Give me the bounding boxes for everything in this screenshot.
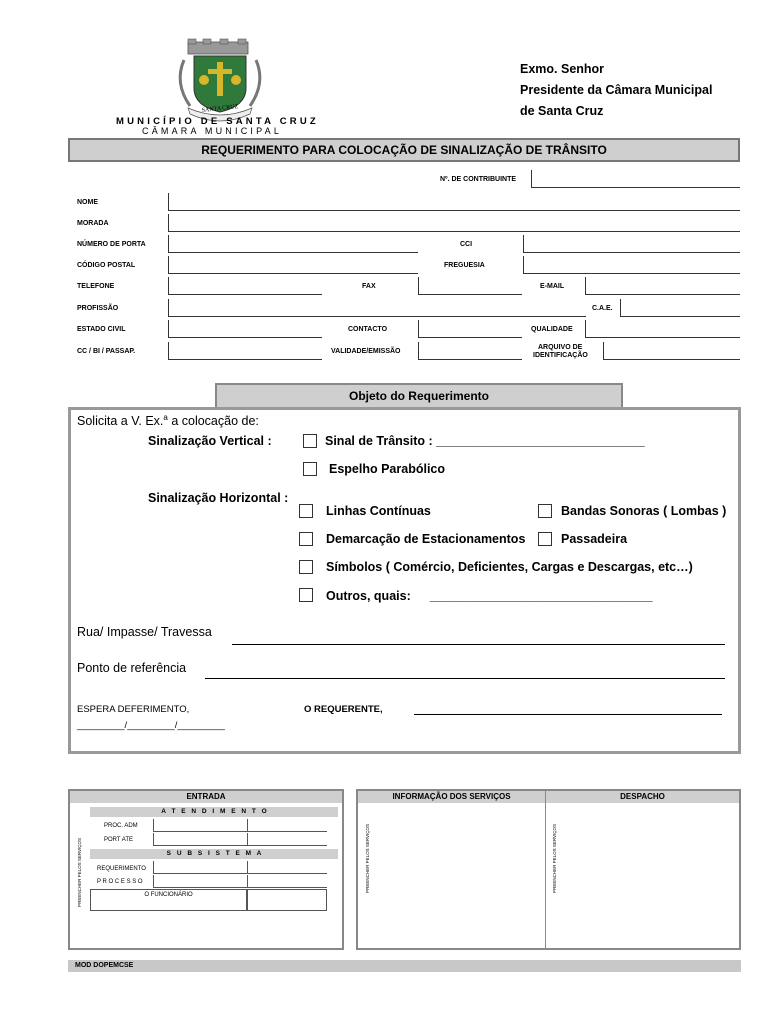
solicita-sup: a (163, 413, 168, 422)
passadeira-label: Passadeira (561, 532, 628, 546)
rua-input-line[interactable] (232, 644, 725, 645)
checkbox-bandas[interactable] (538, 504, 552, 518)
label-cc-bi: CC / BI / PASSAP. (77, 348, 136, 355)
processo-label: P R O C E S S O (97, 879, 143, 885)
ponto-input-line[interactable] (205, 678, 725, 679)
proc-adm-cell-2[interactable] (247, 819, 327, 832)
input-estado-civil[interactable] (168, 320, 322, 338)
label-nome: NOME (77, 199, 98, 206)
label-telefone: TELEFONE (77, 283, 115, 290)
label-codigo-postal: CÓDIGO POSTAL (77, 262, 136, 269)
label-arquivo-2: IDENTIFICAÇÃO (533, 352, 588, 359)
objeto-title: Objeto do Requerimento (348, 389, 489, 403)
label-fax: FAX (362, 283, 376, 290)
checkbox-passadeira[interactable] (538, 532, 552, 546)
input-cc-bi[interactable] (168, 342, 322, 360)
addressee-line-1: Exmo. Senhor (520, 62, 605, 76)
requerimento-cell-2[interactable] (247, 861, 327, 874)
solicita-text (77, 413, 259, 428)
chamber-name: CÂMARA MUNICIPAL (142, 126, 283, 136)
label-contacto: CONTACTO (348, 326, 388, 333)
input-contacto[interactable] (418, 320, 522, 338)
input-fax[interactable] (418, 277, 522, 295)
input-morada[interactable] (168, 214, 740, 232)
label-validade: VALIDADE/EMISSÃO (331, 348, 401, 355)
linhas-label: Linhas Contínuas (326, 504, 431, 518)
servicos-divider (545, 791, 546, 948)
addressee-line-3: de Santa Cruz (520, 104, 604, 118)
input-nome[interactable] (168, 193, 740, 211)
input-validade[interactable] (418, 342, 522, 360)
checkbox-outros[interactable] (299, 588, 313, 602)
label-email: E-MAIL (540, 283, 565, 290)
sinal-transito-label: Sinal de Trânsito : ______________________________ (325, 434, 645, 448)
despacho-title: DESPACHO (620, 792, 665, 801)
label-profissao: PROFISSÃO (77, 305, 119, 312)
subsistema-title: S U B S I S T E M A (166, 850, 262, 857)
mod-band (68, 960, 741, 972)
proc-adm-cell-1[interactable] (153, 819, 247, 832)
form-title: REQUERIMENTO PARA COLOCAÇÃO DE SINALIZAÇÃO DE TRÂNSITO (201, 143, 607, 157)
solicita-pre: Solicita a V. Ex. (77, 414, 164, 429)
date-line: _________/_________/_________ (77, 720, 225, 731)
porteiro-cell-1[interactable] (153, 833, 247, 846)
funcionario-sign-cell[interactable] (247, 889, 327, 911)
checkbox-demarcacao[interactable] (299, 532, 313, 546)
input-cae[interactable] (620, 299, 740, 317)
simbolos-label: Símbolos ( Comércio, Deficientes, Cargas e Descargas, etc…) (326, 560, 693, 574)
input-codigo-postal[interactable] (168, 256, 418, 274)
entrada-title: ENTRADA (186, 792, 226, 801)
processo-cell-2[interactable] (247, 875, 327, 888)
input-email[interactable] (585, 277, 740, 295)
input-telefone[interactable] (168, 277, 322, 295)
input-contribuinte[interactable] (531, 170, 740, 188)
funcionario-label: O FUNCIONÁRIO (144, 892, 193, 898)
servicos-box (356, 789, 741, 950)
input-numero-porta[interactable] (168, 235, 418, 253)
crest-ribbon-text: SANTA CRUZ (201, 104, 239, 114)
informacao-title: INFORMAÇÃO DOS SERVIÇOS (392, 792, 511, 801)
porteiro-cell-2[interactable] (247, 833, 327, 846)
checkbox-simbolos[interactable] (299, 560, 313, 574)
label-numero-porta: NÚMERO DE PORTA (77, 241, 146, 248)
checkbox-sinal-transito[interactable] (303, 434, 317, 448)
input-cci[interactable] (523, 235, 740, 253)
input-arquivo[interactable] (603, 342, 740, 360)
atendimento-title: A T E N D I M E N T O (161, 808, 267, 815)
requerente-signature-line[interactable] (414, 714, 722, 715)
informacao-preencher: PREENCHER PELOS SERVIÇOS (365, 824, 370, 893)
outros-label: Outros, quais: (326, 589, 411, 603)
input-profissao[interactable] (168, 299, 586, 317)
label-freguesia: FREGUESIA (444, 262, 485, 269)
objeto-frame (68, 407, 741, 754)
despacho-preencher: PREENCHER PELOS SERVIÇOS (552, 824, 557, 893)
ponto-label: Ponto de referência (77, 661, 187, 675)
proc-adm-label: PROC. ADM (104, 823, 138, 829)
requerimento-label: REQUERIMENTO (97, 866, 146, 872)
addressee-line-2: Presidente da Câmara Municipal (520, 83, 713, 97)
label-morada: MORADA (77, 220, 109, 227)
input-qualidade[interactable] (585, 320, 740, 338)
requerente-label: O REQUERENTE, (304, 704, 383, 715)
checkbox-linhas[interactable] (299, 504, 313, 518)
label-cae: C.A.E. (592, 305, 613, 312)
solicita-post: a colocação de: (167, 414, 259, 429)
label-arquivo-1: ARQUIVO DE (538, 344, 583, 351)
horizontal-label: Sinalização Horizontal : (148, 491, 289, 505)
label-cci: CCI (460, 241, 473, 248)
label-qualidade: QUALIDADE (531, 326, 573, 333)
demarcacao-label: Demarcação de Estacionamentos (326, 532, 526, 546)
label-estado-civil: ESTADO CIVIL (77, 326, 126, 333)
requerimento-cell-1[interactable] (153, 861, 247, 874)
espera-label: ESPERA DEFERIMENTO, (77, 704, 190, 715)
processo-cell-1[interactable] (153, 875, 247, 888)
entrada-preencher: PREENCHER PELOS SERVIÇOS (77, 838, 82, 907)
checkbox-espelho[interactable] (303, 462, 317, 476)
mod-code: MOD DOPEMCSE (75, 962, 134, 969)
porteiro-label: PORT ATE (104, 837, 134, 843)
outros-line: ________________________________ (430, 589, 653, 603)
vertical-label: Sinalização Vertical : (148, 434, 272, 448)
label-contribuinte: Nº. DE CONTRIBUINTE (440, 176, 517, 183)
espelho-label: Espelho Parabólico (329, 462, 446, 476)
input-freguesia[interactable] (523, 256, 740, 274)
municipality-name: MUNICÍPIO DE SANTA CRUZ (116, 116, 319, 127)
rua-label: Rua/ Impasse/ Travessa (77, 625, 212, 639)
bandas-label: Bandas Sonoras ( Lombas ) (561, 504, 727, 518)
